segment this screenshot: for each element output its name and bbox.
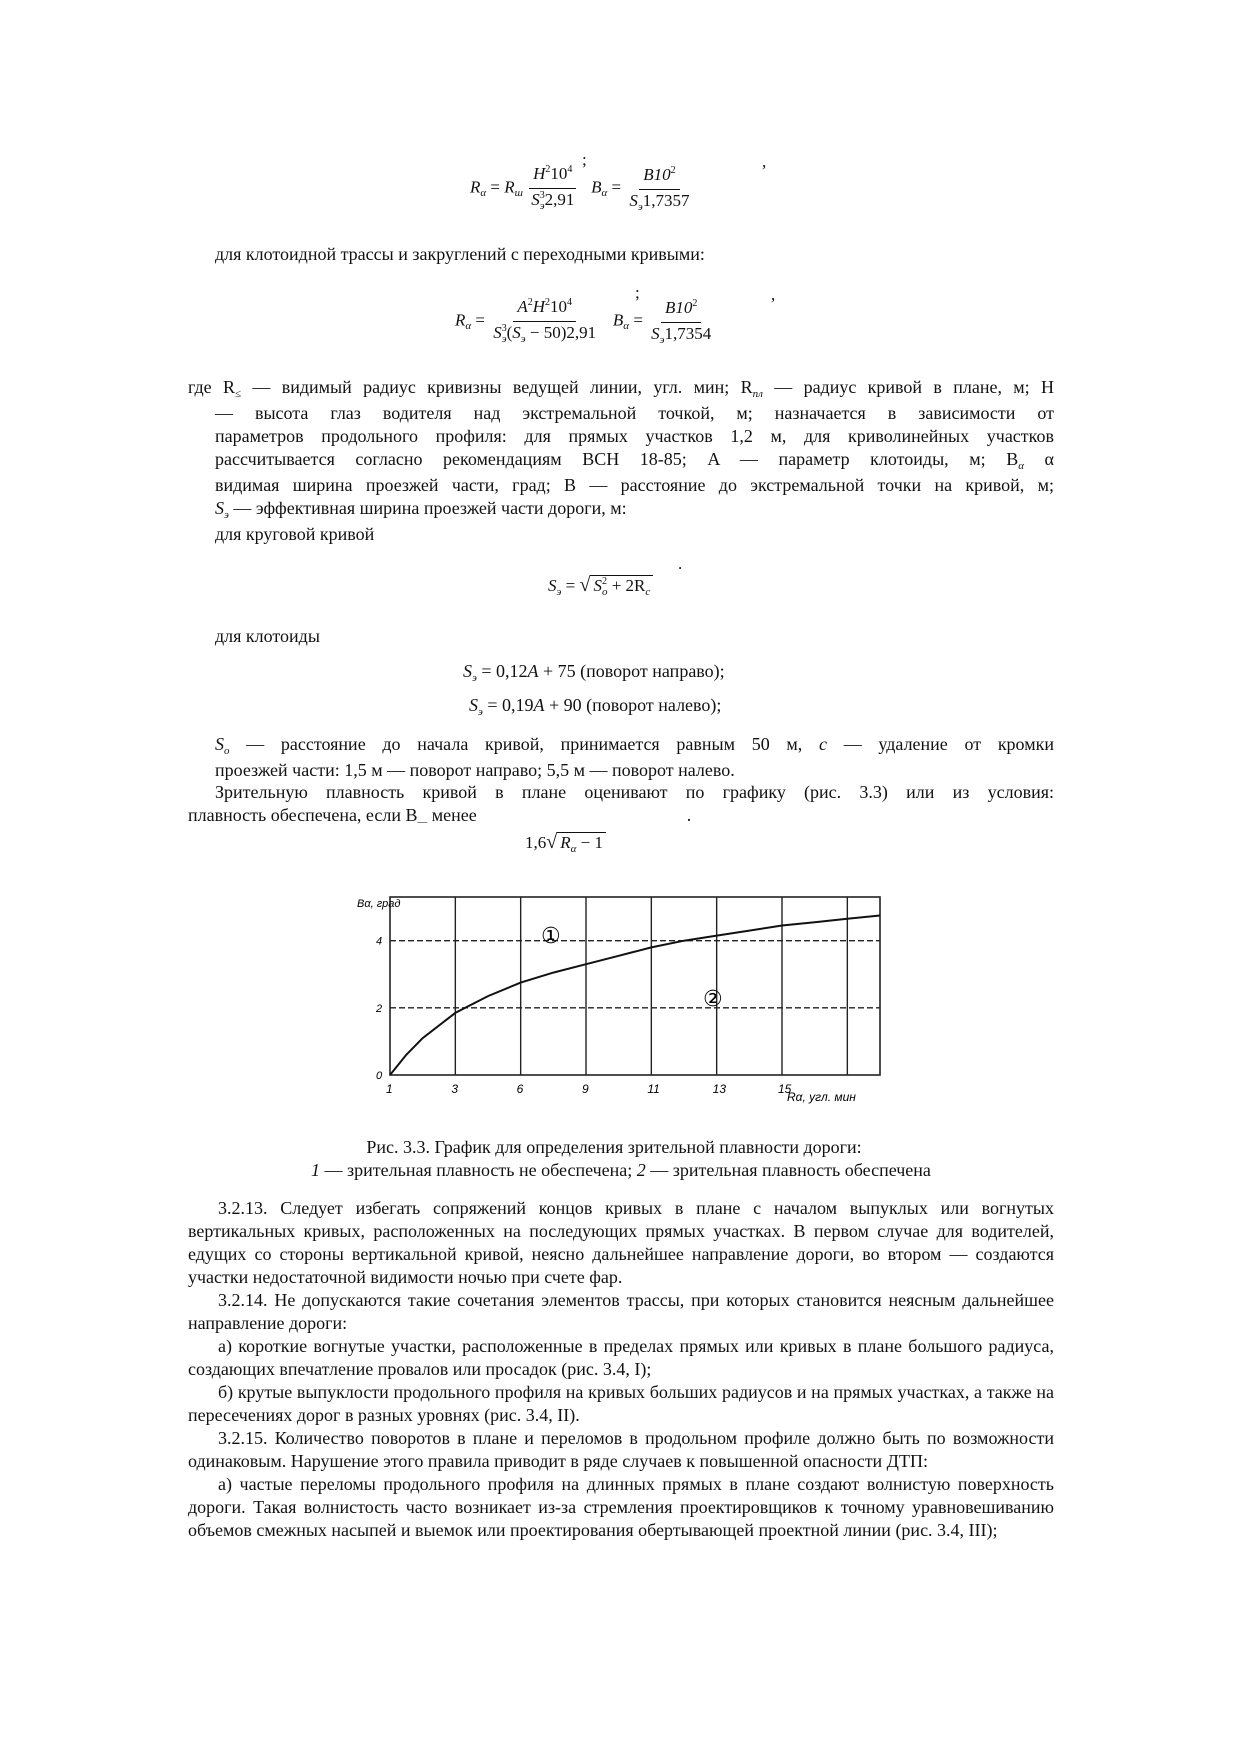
formula-equals: = bbox=[611, 177, 622, 197]
formula-fraction bbox=[647, 298, 715, 346]
text-run: 1 bbox=[311, 1160, 321, 1180]
sqrt-sign: √ bbox=[546, 831, 558, 853]
formula-equals: = bbox=[475, 310, 486, 330]
chart-y-tick-label: 2 bbox=[376, 1002, 383, 1015]
text-run: S bbox=[215, 498, 224, 518]
formula-subscript: α bbox=[601, 187, 608, 200]
formula-subscript: α bbox=[570, 843, 577, 855]
text-run: + 90 (поворот налево); bbox=[544, 695, 722, 715]
text-run: где R bbox=[188, 377, 235, 397]
where-paragraph bbox=[188, 376, 1054, 546]
chart-x-tick-label: 1 bbox=[386, 1082, 393, 1096]
caption-line-2 bbox=[188, 1159, 1054, 1182]
text-run: S bbox=[215, 734, 224, 754]
where-line bbox=[215, 448, 1054, 474]
formula-number: 1,7354 bbox=[664, 323, 712, 343]
text-run: . bbox=[686, 805, 692, 825]
formula-symbol: R bbox=[455, 310, 466, 330]
formula-superscript: 2 bbox=[670, 164, 676, 176]
formula-equals: = bbox=[633, 310, 643, 330]
where-line: — высота глаз водителя над экстремальной точкой, м; назначается в зависимости от bbox=[215, 403, 1054, 423]
formula-subscript: α bbox=[465, 320, 472, 333]
smoothness-chart bbox=[355, 885, 895, 1110]
formula-symbol: A bbox=[527, 661, 539, 681]
text-run: + 75 (поворот направо); bbox=[538, 661, 725, 681]
formula-subscript: э bbox=[556, 586, 562, 598]
formula-symbol: R bbox=[470, 177, 481, 197]
radicand bbox=[557, 832, 606, 855]
chart-x-tick-label: 6 bbox=[516, 1082, 524, 1096]
formula-superscript: 2 bbox=[545, 297, 551, 308]
formula-se-right bbox=[463, 660, 725, 686]
formula-subscript: α bbox=[623, 320, 630, 333]
formula-symbol: S bbox=[629, 190, 638, 210]
figure-caption bbox=[188, 1136, 1054, 1182]
chart-x-tick-label: 11 bbox=[647, 1082, 660, 1096]
formula-number: + 2R bbox=[607, 576, 646, 595]
formula-dot: . bbox=[678, 554, 683, 573]
formula-symbol: A bbox=[517, 297, 528, 316]
text-run: α bbox=[1023, 449, 1054, 469]
formula-symbol: B bbox=[591, 177, 602, 197]
chart-x-tick-label: 13 bbox=[712, 1082, 727, 1096]
text-subscript: пл bbox=[752, 388, 763, 400]
formula-comma: , bbox=[762, 152, 767, 171]
formula-symbol: H bbox=[533, 164, 546, 183]
formula-symbol: S bbox=[512, 323, 521, 342]
chart-x-label: Rα, угл. мин bbox=[787, 1090, 856, 1104]
text-run: — расстояние до начала кривой, принимается равным 50 м, bbox=[229, 734, 819, 754]
formula-number: − 1 bbox=[576, 833, 603, 852]
formula-comma: , bbox=[771, 285, 776, 304]
formula-superscript: 4 bbox=[567, 297, 573, 308]
formula-subscript: э bbox=[478, 706, 483, 718]
section-3-2-14-b: б) крутые выпуклости продольного профиля на кривых больших радиусов и на прямых участках, а также на пересечениях дорог в разных уровнях (рис. 3.4, II). bbox=[188, 1382, 1054, 1425]
formula-equals: = bbox=[490, 177, 501, 197]
chart-y-label: Bα, град bbox=[357, 898, 401, 910]
formula-paren: ( bbox=[506, 323, 513, 342]
formula-symbol: S bbox=[493, 323, 502, 342]
formula-subscript: о bbox=[601, 586, 608, 598]
zone-2-label: ② bbox=[703, 987, 723, 1012]
text-run: — видимый радиус кривизны ведущей линии, угл. мин; R bbox=[241, 377, 753, 397]
formula-symbol: B10 bbox=[643, 164, 671, 184]
text-run: — радиус кривой в плане, м; H bbox=[762, 377, 1055, 397]
formula-superscript: 3 bbox=[539, 190, 545, 201]
text-run: — зрительная плавность не обеспечена; bbox=[320, 1160, 637, 1180]
section-3-2-15-a: а) частые переломы продольного профиля на длинных прямых в плане создают волнистую поверхность дороги. Такая волнистость часто возникает из-за стремления проектировщиков к точному уравновешиванию объемов смежных насыпей и выемок или проектирования обертывающей проектной линии (рис. 3.4, III); bbox=[188, 1474, 1054, 1540]
section-3-2-15: 3.2.15. Количество поворотов в плане и переломов в продольном профиле должно быть по возможности одинаковым. Нарушение этого правила приводит в ряде случаев к повышенной опасности ДТП: bbox=[188, 1428, 1054, 1471]
formula-se-left bbox=[469, 694, 721, 720]
body-sections bbox=[188, 1197, 1054, 1542]
radicand bbox=[590, 575, 653, 598]
text-run: плавность обеспечена, если B bbox=[188, 805, 418, 825]
text-subscript: о bbox=[224, 745, 230, 757]
formula-superscript: 2 bbox=[545, 164, 551, 175]
formula-subscript: э bbox=[501, 333, 507, 345]
text-run: — эффективная ширина проезжей части дороги, м: bbox=[228, 498, 627, 518]
formula-r-alpha-circular bbox=[470, 150, 800, 225]
text-subscript: — bbox=[417, 816, 428, 828]
formula-symbol: B bbox=[612, 310, 624, 330]
formula-se-circular bbox=[548, 554, 698, 605]
formula-subscript: э bbox=[520, 333, 526, 345]
formula-fraction bbox=[527, 164, 578, 213]
so-line bbox=[215, 733, 1054, 759]
chart-curve-group bbox=[390, 916, 880, 1076]
formula-fraction bbox=[625, 165, 693, 213]
section-3-2-14-a: а) короткие вогнутые участки, расположенные в пределах прямых или кривых в плане большого радиуса, создающих впечатление провалов или просадок (рис. 3.4, I); bbox=[188, 1336, 1054, 1379]
formula-subscript: э bbox=[659, 333, 665, 346]
text-subscript: α bbox=[1018, 460, 1024, 472]
text-subscript: ≤ bbox=[234, 388, 242, 400]
chart-x-tick-label: 15 bbox=[778, 1082, 792, 1096]
where-line: видимая ширина проезжей части, град; B — расстояние до экстремальной точки на кривой, м; bbox=[215, 475, 1054, 495]
formula-threshold bbox=[525, 831, 606, 854]
so-line: проезжей части: 1,5 м — поворот направо; 5,5 м — поворот налево. bbox=[215, 760, 735, 780]
so-paragraph bbox=[215, 733, 1054, 782]
formula-subscript: э bbox=[539, 200, 545, 212]
formula-symbol: S bbox=[651, 323, 660, 343]
caption-line-1: Рис. 3.3. График для определения зрительной плавности дороги: bbox=[366, 1137, 862, 1157]
text-run: рассчитывается согласно рекомендациям ВСН 18-85; A — параметр клотоиды, м; B bbox=[215, 449, 1019, 469]
text-klotoidy: для клотоиды bbox=[215, 626, 320, 646]
formula-subscript: ш bbox=[514, 187, 523, 200]
formula-symbol: B10 bbox=[665, 297, 693, 317]
formula-equals: = bbox=[561, 576, 580, 595]
where-line bbox=[188, 376, 1054, 402]
formula-symbol: R bbox=[504, 177, 515, 197]
formula-number: − 50)2,91 bbox=[525, 323, 597, 342]
chart-x-tick-label: 3 bbox=[451, 1082, 459, 1096]
formula-subscript: э bbox=[637, 200, 643, 213]
formula-subscript: α bbox=[480, 187, 487, 200]
section-3-2-14: 3.2.14. Не допускаются такие сочетания элементов трассы, при которых становится неясным дальнейшее направление дороги: bbox=[188, 1290, 1054, 1333]
text-run: — зрительная плавность обеспечена bbox=[645, 1160, 931, 1180]
formula-number: 1,6 bbox=[525, 833, 547, 852]
formula-subscript: с bbox=[645, 586, 651, 598]
sqrt-sign: √ bbox=[579, 574, 591, 596]
formula-symbol: S bbox=[548, 576, 557, 595]
formula-r-alpha-clothoid bbox=[455, 283, 815, 361]
formula-symbol: S bbox=[469, 695, 478, 715]
formula-semicolon: ; bbox=[635, 283, 640, 302]
formula-symbol: R bbox=[560, 833, 571, 852]
formula-superscript: 2 bbox=[692, 297, 698, 309]
formula-semicolon: ; bbox=[582, 150, 587, 169]
chart-series-line bbox=[390, 916, 880, 1076]
zone-1-label: ① bbox=[541, 924, 561, 949]
text-subscript: э bbox=[224, 509, 229, 521]
chart-y-tick-label: 0 bbox=[376, 1070, 383, 1082]
chart-y-tick-label: 4 bbox=[376, 935, 383, 948]
vis-paragraph bbox=[188, 781, 1054, 830]
vis-line bbox=[188, 804, 1054, 830]
formula-symbol: S bbox=[531, 190, 540, 209]
formula-fraction bbox=[489, 297, 600, 346]
formula-symbol: A bbox=[533, 695, 545, 715]
chart-x-tick-label: 9 bbox=[582, 1082, 589, 1096]
formula-subscript: э bbox=[472, 672, 477, 684]
formula-number: 10 bbox=[550, 164, 568, 183]
vis-line: Зрительную плавность кривой в плане оценивают по графику (рис. 3.3) или из условия: bbox=[215, 782, 1054, 802]
where-line: параметров продольного профиля: для прямых участков 1,2 м, для криволинейных участков bbox=[215, 426, 1054, 446]
formula-superscript: 3 bbox=[501, 323, 507, 334]
formula-number: 2,91 bbox=[544, 190, 575, 209]
text-run: c bbox=[819, 734, 827, 754]
formula-superscript: 2 bbox=[527, 297, 533, 308]
section-3-2-13: 3.2.13. Следует избегать сопряжений концов кривых в плане с началом выпуклых или вогнутых вертикальных кривых, расположенных на последующих прямых участках. В первом случае для водителей, едущих со стороны вертикальной кривой, неясно дальнейшее направление дороги, во втором — создаются участки недостаточной видимости ночью при счете фар. bbox=[188, 1198, 1054, 1287]
text-run: — удаление от кромки bbox=[827, 734, 1054, 754]
formula-number: 1,7357 bbox=[642, 190, 690, 210]
text-run: = 0,12 bbox=[476, 661, 528, 681]
chart-grid bbox=[375, 897, 880, 1096]
formula-symbol: S bbox=[463, 661, 472, 681]
where-line bbox=[215, 497, 1054, 523]
formula-number: 10 bbox=[550, 297, 568, 316]
formula-superscript: 4 bbox=[567, 164, 573, 175]
text-klotoid-trassa: для клотоидной трассы и закруглений с переходными кривыми: bbox=[215, 244, 705, 264]
text-run: = 0,19 bbox=[482, 695, 534, 715]
text-run: 2 bbox=[636, 1160, 646, 1180]
formula-symbol: S bbox=[593, 576, 602, 595]
where-line: для круговой кривой bbox=[215, 524, 375, 544]
text-run: менее bbox=[427, 805, 477, 825]
formula-superscript: 2 bbox=[601, 576, 607, 587]
formula-symbol: H bbox=[532, 297, 546, 316]
